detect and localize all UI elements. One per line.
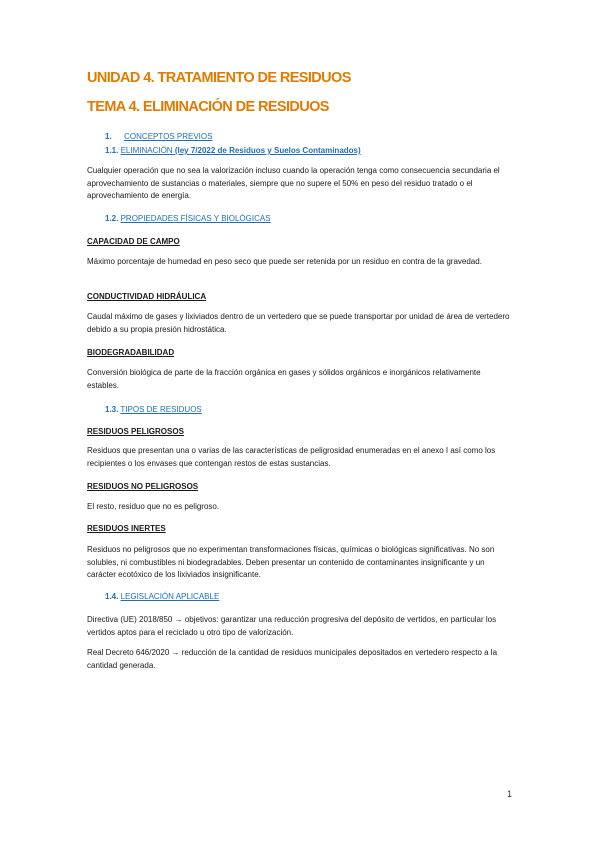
section-title: PROPIEDADES FÍSICAS Y BIOLÓGICAS bbox=[120, 214, 271, 223]
paragraph-real-decreto: Real Decreto 646/2020 → reducción de la cantidad de residuos municipales depositados en vertedero respecto a la cantidad generada. bbox=[87, 648, 498, 670]
section-title: LEGISLACIÓN APLICABLE bbox=[120, 592, 220, 601]
section-title: TIPOS DE RESIDUOS bbox=[120, 405, 202, 414]
topic-title: TEMA 4. ELIMINACIÓN DE RESIDUOS bbox=[87, 99, 329, 115]
section-number: 1. bbox=[105, 132, 112, 141]
section-number: 1.1. bbox=[105, 146, 119, 155]
section-number: 1.4. bbox=[105, 592, 119, 601]
section-title: ELIMINACIÓN bbox=[120, 146, 173, 155]
heading-residuos-peligrosos: RESIDUOS PELIGROSOS bbox=[87, 427, 184, 436]
section-heading-1-1 bbox=[105, 146, 361, 155]
section-heading-1-2 bbox=[105, 214, 271, 223]
paragraph-residuos-inertes: Residuos no peligrosos que no experimentan transformaciones físicas, químicas o biológicas significativas. No son solubles, ni combustibles ni biodegradables. Deben presentar un contenido de contaminantes insignificante y un carácter ecotóxico de los lixiviados insignificante. bbox=[87, 545, 495, 579]
section-number: 1.2. bbox=[105, 214, 119, 223]
paragraph-residuos-peligrosos: Residuos que presentan una o varias de las características de peligrosidad enumeradas en el anexo I así como los recipientes o los envases que contengan restos de estas sustancias. bbox=[87, 446, 496, 468]
paragraph-capacidad-de-campo: Máximo porcentaje de humedad en peso seco que puede ser retenida por un residuo en contra de la gravedad. bbox=[87, 257, 482, 266]
section-heading-1-3 bbox=[105, 405, 202, 414]
paragraph-conductividad-hidraulica: Caudal máximo de gases y lixiviados dentro de un vertedero que se puede transportar por unidad de área de vertedero debido a su propia presión hidrostática. bbox=[87, 312, 510, 334]
unit-title: UNIDAD 4. TRATAMIENTO DE RESIDUOS bbox=[87, 70, 351, 86]
heading-residuos-no-peligrosos: RESIDUOS NO PELIGROSOS bbox=[87, 482, 199, 491]
section-heading-1 bbox=[105, 132, 212, 141]
paragraph-directiva: Directiva (UE) 2018/850 → objetivos: garantizar una reducción progresiva del depósito de vertidos, en particular los vertidos aptos para el reciclado u otro tipo de valorización. bbox=[87, 615, 497, 637]
section-subtitle: (ley 7/2022 de Residuos y Suelos Contaminados) bbox=[172, 146, 361, 155]
heading-residuos-inertes: RESIDUOS INERTES bbox=[87, 524, 166, 533]
section-heading-1-4 bbox=[105, 592, 219, 601]
heading-conductividad-hidraulica: CONDUCTIVIDAD HIDRÁULICA bbox=[87, 292, 207, 301]
section-title: CONCEPTOS PREVIOS bbox=[124, 132, 213, 141]
paragraph-biodegradabilidad: Conversión biológica de parte de la fracción orgánica en gases y sólidos orgánicos e inorgánicos relativamente estables. bbox=[87, 368, 481, 390]
heading-biodegradabilidad: BIODEGRADABILIDAD bbox=[87, 348, 175, 357]
paragraph-eliminacion: Cualquier operación que no sea la valorización incluso cuando la operación tenga como consecuencia secundaria el aprovechamiento de sustancias o materiales, siempre que no supere el 50% en peso del residuo tratado o el aprovechamiento de energía. bbox=[87, 166, 500, 200]
heading-capacidad-de-campo: CAPACIDAD DE CAMPO bbox=[87, 237, 180, 246]
paragraph-residuos-no-peligrosos: El resto, residuo que no es peligroso. bbox=[87, 502, 220, 511]
page-number: 1 bbox=[507, 789, 513, 799]
section-number: 1.3. bbox=[105, 405, 119, 414]
